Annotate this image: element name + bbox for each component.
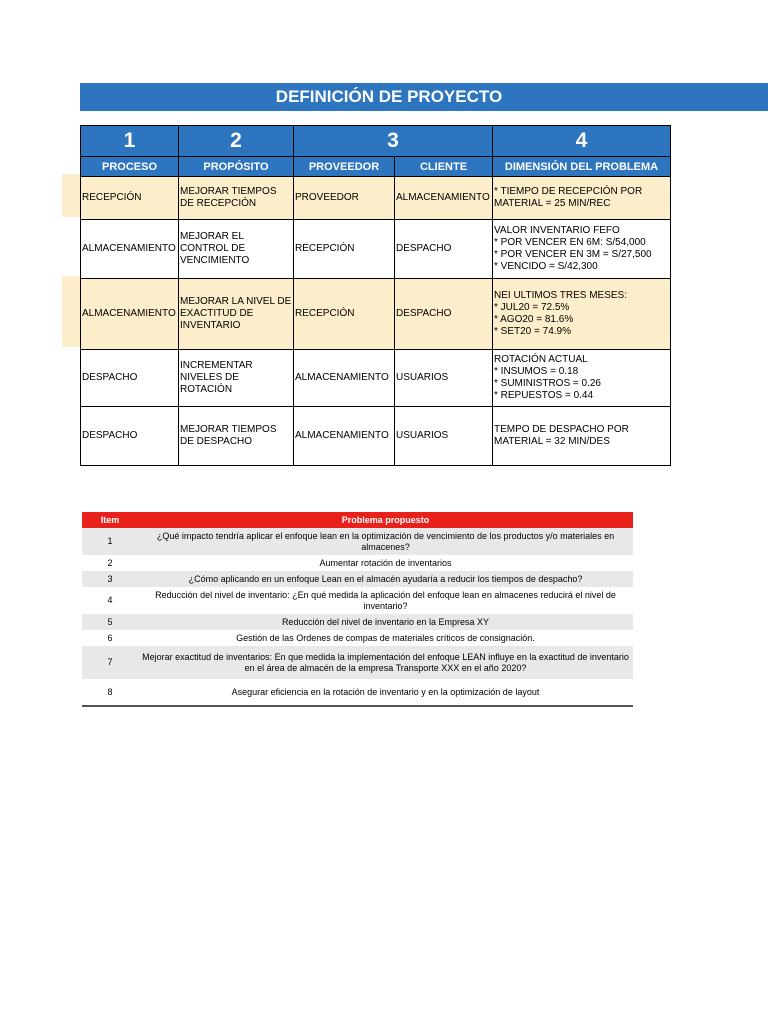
- item-text: Gestión de las Ordenes de compas de materiales críticos de consignación.: [236, 632, 535, 643]
- table-row: [81, 407, 671, 466]
- item-number: 7: [82, 646, 138, 679]
- column-header: CLIENTE: [395, 157, 493, 177]
- table-cell: RECEPCIÓN: [294, 279, 395, 350]
- page-title-banner: [80, 83, 768, 111]
- item-number: 6: [107, 632, 113, 643]
- table-row: [82, 555, 633, 571]
- row-highlight-accent: [62, 276, 80, 347]
- table-cell: VALOR INVENTARIO FEFO * POR VENCER EN 6M: S/54,000 * POR VENCER EN 3M = S/27,500 * VENCIDO = S/42,300: [493, 220, 671, 279]
- table-cell: ALMACENAMIENTO: [294, 350, 395, 407]
- page-title: DEFINICIÓN DE PROYECTO: [275, 87, 503, 106]
- table-cell: ALMACENAMIENTO: [395, 177, 493, 220]
- item-number: 2: [107, 557, 113, 568]
- item-text: Reducción del nivel de inventario: ¿En qué medida la aplicación del enfoque lean en almacenes reducirá el nivel de inventario?: [155, 589, 616, 611]
- table-cell: INCREMENTAR NIVELES DE ROTACIÓN: [179, 350, 294, 407]
- table-cell: ALMACENAMIENTO: [294, 407, 395, 466]
- table-cell: TEMPO DE DESPACHO POR MATERIAL = 32 MIN/DES: [493, 407, 671, 466]
- table-cell: MEJORAR LA NIVEL DE EXACTITUD DE INVENTARIO: [179, 279, 294, 350]
- column-number: 2: [179, 126, 294, 157]
- table-cell: ROTACIÓN ACTUAL * INSUMOS = 0.18 * SUMINISTROS = 0.26 * REPUESTOS = 0.44: [493, 350, 671, 407]
- table-row: [82, 587, 633, 614]
- table-cell: RECEPCIÓN: [294, 220, 395, 279]
- item-number: 4: [107, 595, 113, 605]
- table-cell: USUARIOS: [395, 350, 493, 407]
- table-row: [81, 279, 671, 350]
- table-row: [82, 679, 633, 706]
- table-row: [82, 630, 633, 646]
- table-cell: MEJORAR TIEMPOS DE RECEPCIÓN: [179, 177, 294, 220]
- item-number: 3: [82, 571, 138, 587]
- column-number: 1: [81, 126, 179, 157]
- column-number: 4: [493, 126, 671, 157]
- proposed-problems-table: [82, 512, 633, 707]
- table-row: [82, 571, 633, 587]
- column-header: Item: [82, 512, 138, 528]
- table-row: [82, 528, 633, 555]
- column-header: PROPÓSITO: [179, 157, 294, 177]
- table-cell: NEI ULTIMOS TRES MESES: * JUL20 = 72.5% * AGO20 = 81.6% * SET20 = 74.9%: [493, 279, 671, 350]
- table-cell: MEJORAR TIEMPOS DE DESPACHO: [179, 407, 294, 466]
- table-row: [82, 646, 633, 679]
- table-cell: DESPACHO: [81, 407, 179, 466]
- item-text: ¿Qué impacto tendría aplicar el enfoque lean en la optimización de vencimiento de los productos y/o materiales en almacenes?: [138, 528, 633, 555]
- item-text: ¿Cómo aplicando en un enfoque Lean en el almacén ayudaría a reducir los tiempos de despacho?: [138, 571, 633, 587]
- items-header-row: [82, 512, 633, 528]
- column-number: 3: [294, 126, 493, 157]
- table-cell: RECEPCIÓN: [81, 177, 179, 220]
- table-cell: DESPACHO: [395, 279, 493, 350]
- item-number: 5: [82, 614, 138, 630]
- table-cell: MEJORAR EL CONTROL DE VENCIMIENTO: [179, 220, 294, 279]
- table-cell: DESPACHO: [395, 220, 493, 279]
- item-number: 8: [82, 679, 138, 706]
- item-text: Mejorar exactitud de inventarios: En que medida la implementación del enfoque LEAN influye en la exactitud de inventario en el área de almacén de la empresa Transporte XXX en el año 2020?: [138, 646, 633, 679]
- column-header-row: [81, 157, 671, 177]
- item-text: Reducción del nivel de inventario en la Empresa XY: [138, 614, 633, 630]
- table-cell: ALMACENAMIENTO: [81, 220, 179, 279]
- row-highlight-accent: [62, 174, 80, 217]
- table-cell: PROVEEDOR: [294, 177, 395, 220]
- table-cell: * TIEMPO DE RECEPCIÓN POR MATERIAL = 25 MIN/REC: [493, 177, 671, 220]
- table-row: [81, 177, 671, 220]
- table-row: [82, 614, 633, 630]
- column-header: Problema propuesto: [138, 512, 633, 528]
- table-cell: USUARIOS: [395, 407, 493, 466]
- table-row: [81, 220, 671, 279]
- column-header: PROVEEDOR: [294, 157, 395, 177]
- column-number-row: [81, 126, 671, 157]
- item-text: Asegurar eficiencia en la rotación de inventario y en la optimización de layout: [138, 679, 633, 706]
- column-header: PROCESO: [81, 157, 179, 177]
- item-number: 1: [82, 528, 138, 555]
- project-definition-table: [80, 125, 671, 466]
- item-text: Aumentar rotación de inventarios: [319, 557, 452, 568]
- table-row: [81, 350, 671, 407]
- table-cell: ALMACENAMIENTO: [81, 279, 179, 350]
- column-header: DIMENSIÓN DEL PROBLEMA: [493, 157, 671, 177]
- table-cell: DESPACHO: [81, 350, 179, 407]
